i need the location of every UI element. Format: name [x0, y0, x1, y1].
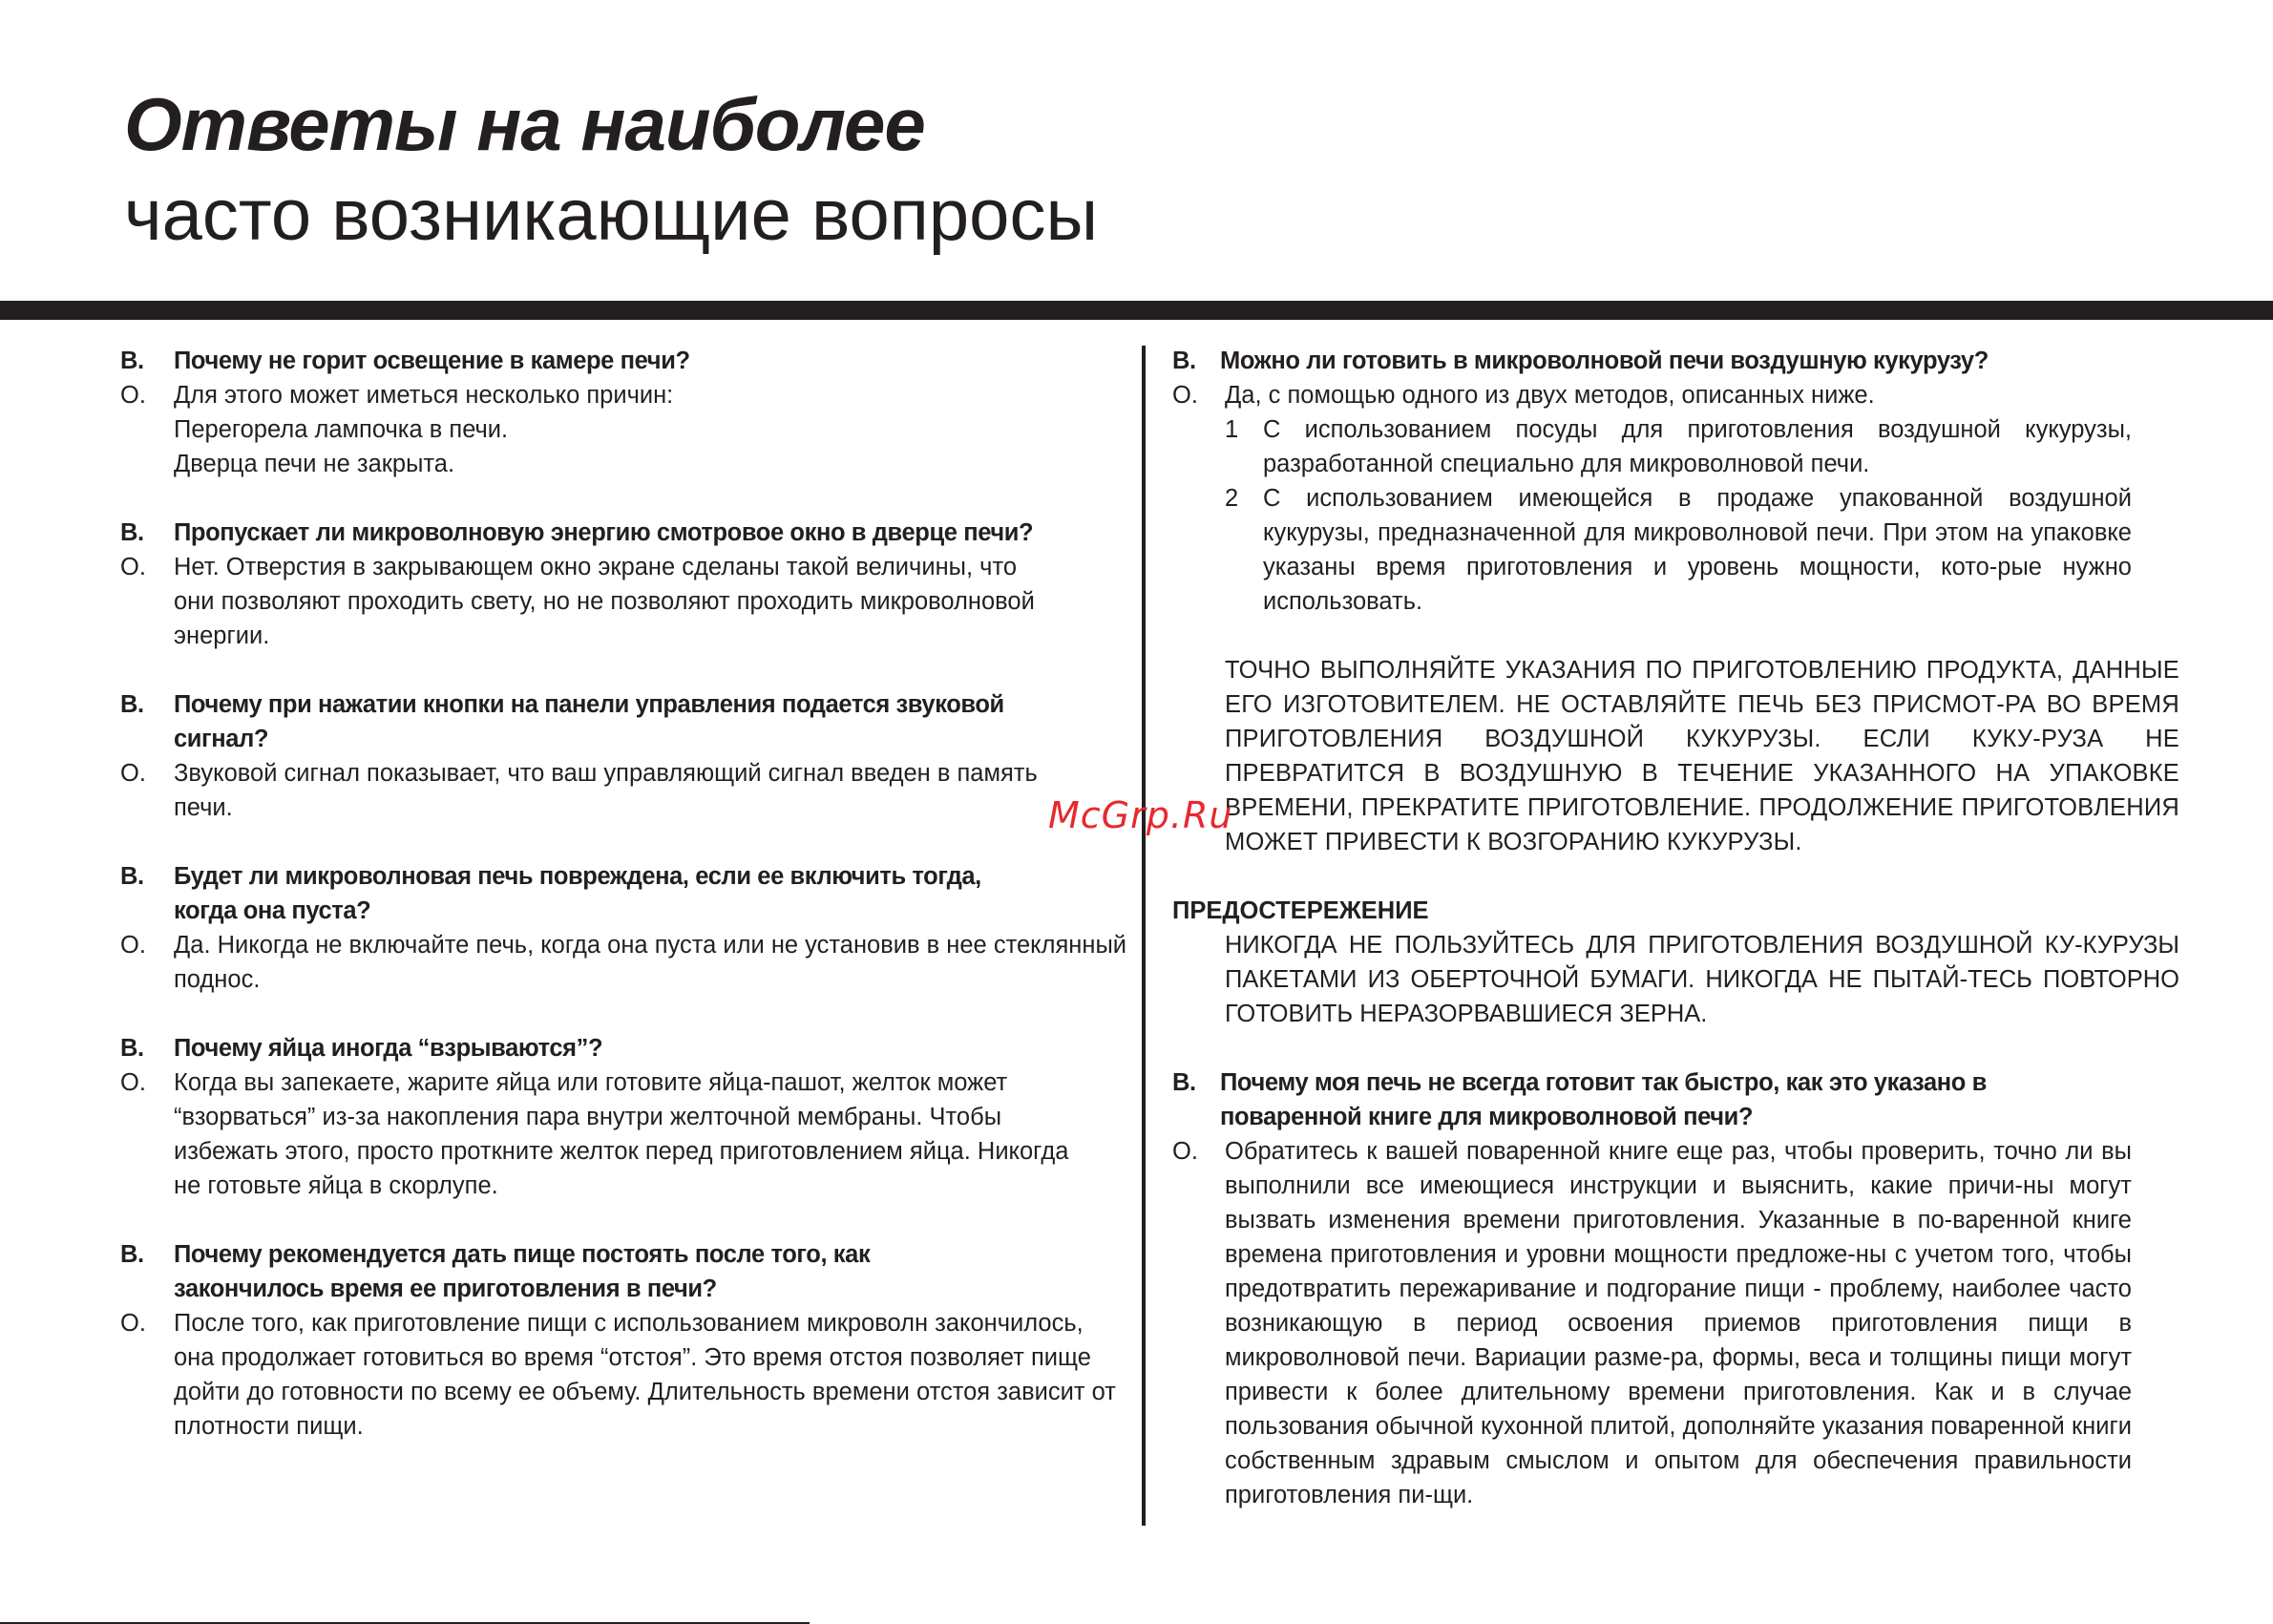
question-text: Пропускает ли микроволновую энергию смотровое окно в дверце печи? — [174, 519, 1034, 546]
question-marker: В. — [120, 691, 144, 718]
answer-marker: О. — [120, 1310, 146, 1337]
qa-item — [120, 687, 1084, 825]
question — [120, 687, 1014, 756]
question-marker: В. — [120, 1035, 144, 1062]
question-marker: В. — [120, 348, 144, 374]
item-number: 2 — [1225, 485, 1239, 512]
left-column — [120, 344, 1127, 1478]
question-marker: В. — [120, 519, 144, 546]
question — [120, 1237, 995, 1306]
question — [1172, 1065, 2127, 1134]
qa-item — [120, 859, 1127, 997]
answer — [120, 1065, 1071, 1203]
answer-marker: О. — [1172, 1138, 1198, 1165]
qa-item — [120, 344, 1084, 481]
item-text: С использованием посуды для приготовления воздушной кукурузы, разработанной специально для микроволновой печи. — [1263, 416, 2132, 477]
question-text: Почему яйца иногда “взрываются”? — [174, 1035, 603, 1062]
answer — [120, 1306, 1128, 1444]
right-column — [1172, 344, 2189, 1512]
warning-heading: ПРЕДОСТЕРЕЖЕНИЕ — [1172, 897, 1429, 924]
question-marker: В. — [120, 1241, 144, 1268]
numbered-item — [1172, 481, 2132, 619]
qa-item — [120, 1031, 1084, 1203]
header-divider-bar — [0, 301, 2273, 320]
question-text: Будет ли микроволновая печь повреждена, если ее включить тогда, когда она пуста? — [174, 863, 981, 924]
question — [120, 344, 1084, 378]
answer-marker: О. — [120, 382, 146, 409]
question-marker: В. — [1172, 348, 1196, 374]
question-text: Почему рекомендуется дать пище постоять после того, как закончилось время ее приготовления в печи? — [174, 1241, 871, 1302]
answer-marker: О. — [120, 760, 146, 787]
qa-item-cookbook — [1172, 1065, 2189, 1512]
question-text: Можно ли готовить в микроволновой печи воздушную кукурузу? — [1220, 348, 1989, 374]
answer — [1172, 378, 2189, 412]
answer — [120, 378, 1084, 481]
answer-marker: О. — [1172, 382, 1198, 409]
answer-text: Обратитесь к вашей поваренной книге еще раз, чтобы проверить, точно ли вы выполнили все имеющиеся инструкции и выяснить, какие причи-ны могут вызвать изменения времени приготовления. Указанные в по-варенной книге времена приготовления и уровни мощности предложе-ны с учетом того, чтобы предотвратить пережаривание и подгорание пищи - проблему, наиболее часто возникающую в период освоения приемов приготовления пищи в микроволновой печи. Вариации разме-ра, формы, веса и толщины пищи могут привести к более длительному времени приготовления. Как и в случае пользования обычной кухонной плитой, дополняйте указания поваренной книги собственным здравым смыслом и опытом для обеспечения правильности приготовления пи-щи. — [1225, 1138, 2132, 1508]
question-text: Почему моя печь не всегда готовит так быстро, как это указано в поваренной книге для микроволновой печи? — [1220, 1069, 1987, 1130]
answer-marker: О. — [120, 1069, 146, 1096]
warning-text: НИКОГДА НЕ ПОЛЬЗУЙТЕСЬ ДЛЯ ПРИГОТОВЛЕНИЯ ВОЗДУШНОЙ КУ-КУРУЗЫ ПАКЕТАМИ ИЗ ОБЕРТОЧНОЙ БУМАГИ. НИКОГДА НЕ ПЫТАЙ-ТЕСЬ ПОВТОРНО ГОТОВИТЬ НЕРАЗОРВАВШИЕСЯ ЗЕРНА. — [1225, 932, 2179, 1027]
answer-text: Нет. Отверстия в закрывающем окно экране сделаны такой величины, что они позволяют проходить свету, но не позволяют проходить микроволновой энергии. — [174, 554, 1035, 649]
answer — [120, 756, 1081, 825]
title-line-2: часто возникающие вопросы — [124, 175, 1099, 256]
question — [120, 516, 1071, 550]
question-text: Почему при нажатии кнопки на панели управления подается звуковой сигнал? — [174, 691, 1004, 752]
question-text: Почему не горит освещение в камере печи? — [174, 348, 690, 374]
question — [120, 859, 1014, 928]
answer — [1172, 1134, 2132, 1512]
answer-text: Дверца печи не закрыта. — [174, 451, 455, 477]
answer-text: Да, с помощью одного из двух методов, описанных ниже. — [1225, 382, 1875, 409]
answer — [120, 550, 1052, 653]
answer-marker: О. — [120, 932, 146, 959]
item-text: С использованием имеющейся в продаже упакованной воздушной кукурузы, предназначенной для микроволновой печи. При этом на упаковке указаны время приготовления и уровень мощности, кото-рые нужно использовать. — [1263, 485, 2132, 615]
item-number: 1 — [1225, 416, 1239, 443]
answer-text: После того, как приготовление пищи с использованием микроволн закончилось, она продолжает готовиться во время “отстоя”. Это время отстоя позволяет пище дойти до готовности по всему ее объему. Длительность времени отстоя зависит от плотности пищи. — [174, 1310, 1116, 1440]
popcorn-caution-text: ТОЧНО ВЫПОЛНЯЙТЕ УКАЗАНИЯ ПО ПРИГОТОВЛЕНИЮ ПРОДУКТА, ДАННЫЕ ЕГО ИЗГОТОВИТЕЛЕМ. НЕ ОСТАВЛЯЙТЕ ПЕЧЬ БЕЗ ПРИСМОТ-РА ВО ВРЕМЯ ПРИГОТОВЛЕНИЯ ВОЗДУШНОЙ КУКУРУЗЫ. ЕСЛИ КУКУ-РУЗА НЕ ПРЕВРАТИТСЯ В ВОЗДУШНУЮ В ТЕЧЕНИЕ УКАЗАННОГО НА УПАКОВКЕ ВРЕМЕНИ, ПРЕКРАТИТЕ ПРИГОТОВЛЕНИЕ. ПРОДОЛЖЕНИЕ ПРИГОТОВЛЕНИЯ МОЖЕТ ПРИВЕСТИ К ВОЗГОРАНИЮ КУКУРУЗЫ. — [1225, 657, 2179, 855]
column-divider — [1142, 346, 1146, 1526]
page-title — [124, 78, 1098, 262]
answer-marker: О. — [120, 554, 146, 580]
answer-text: Перегорела лампочка в печи. — [174, 416, 509, 443]
qa-item — [120, 1237, 1116, 1444]
qa-item — [120, 516, 1084, 653]
answer-text: Звуковой сигнал показывает, что ваш управляющий сигнал введен в память печи. — [174, 760, 1038, 821]
watermark-text: McGrp.Ru — [1048, 794, 1233, 836]
warning-block — [1172, 894, 2189, 1031]
numbered-item — [1172, 412, 2132, 481]
answer-text: Для этого может иметься несколько причин: — [174, 382, 674, 409]
answer-text: Когда вы запекаете, жарите яйца или готовите яйца-пашот, желток может “взорваться” из-за накопления пара внутри желточной мембраны. Чтобы избежать этого, просто проткните желток перед приготовлением яйца. Никогда не готовьте яйца в скорлупе. — [174, 1069, 1069, 1199]
question-marker: В. — [1172, 1069, 1196, 1096]
question — [1172, 344, 2189, 378]
question — [120, 1031, 1084, 1065]
answer-text: Да. Никогда не включайте печь, когда она пуста или не установив в нее стеклянный поднос. — [174, 932, 1127, 993]
title-line-1: Ответы на наиболее — [124, 82, 925, 166]
question-marker: В. — [120, 863, 144, 890]
qa-item-popcorn — [1172, 344, 2189, 859]
answer — [120, 928, 1128, 997]
